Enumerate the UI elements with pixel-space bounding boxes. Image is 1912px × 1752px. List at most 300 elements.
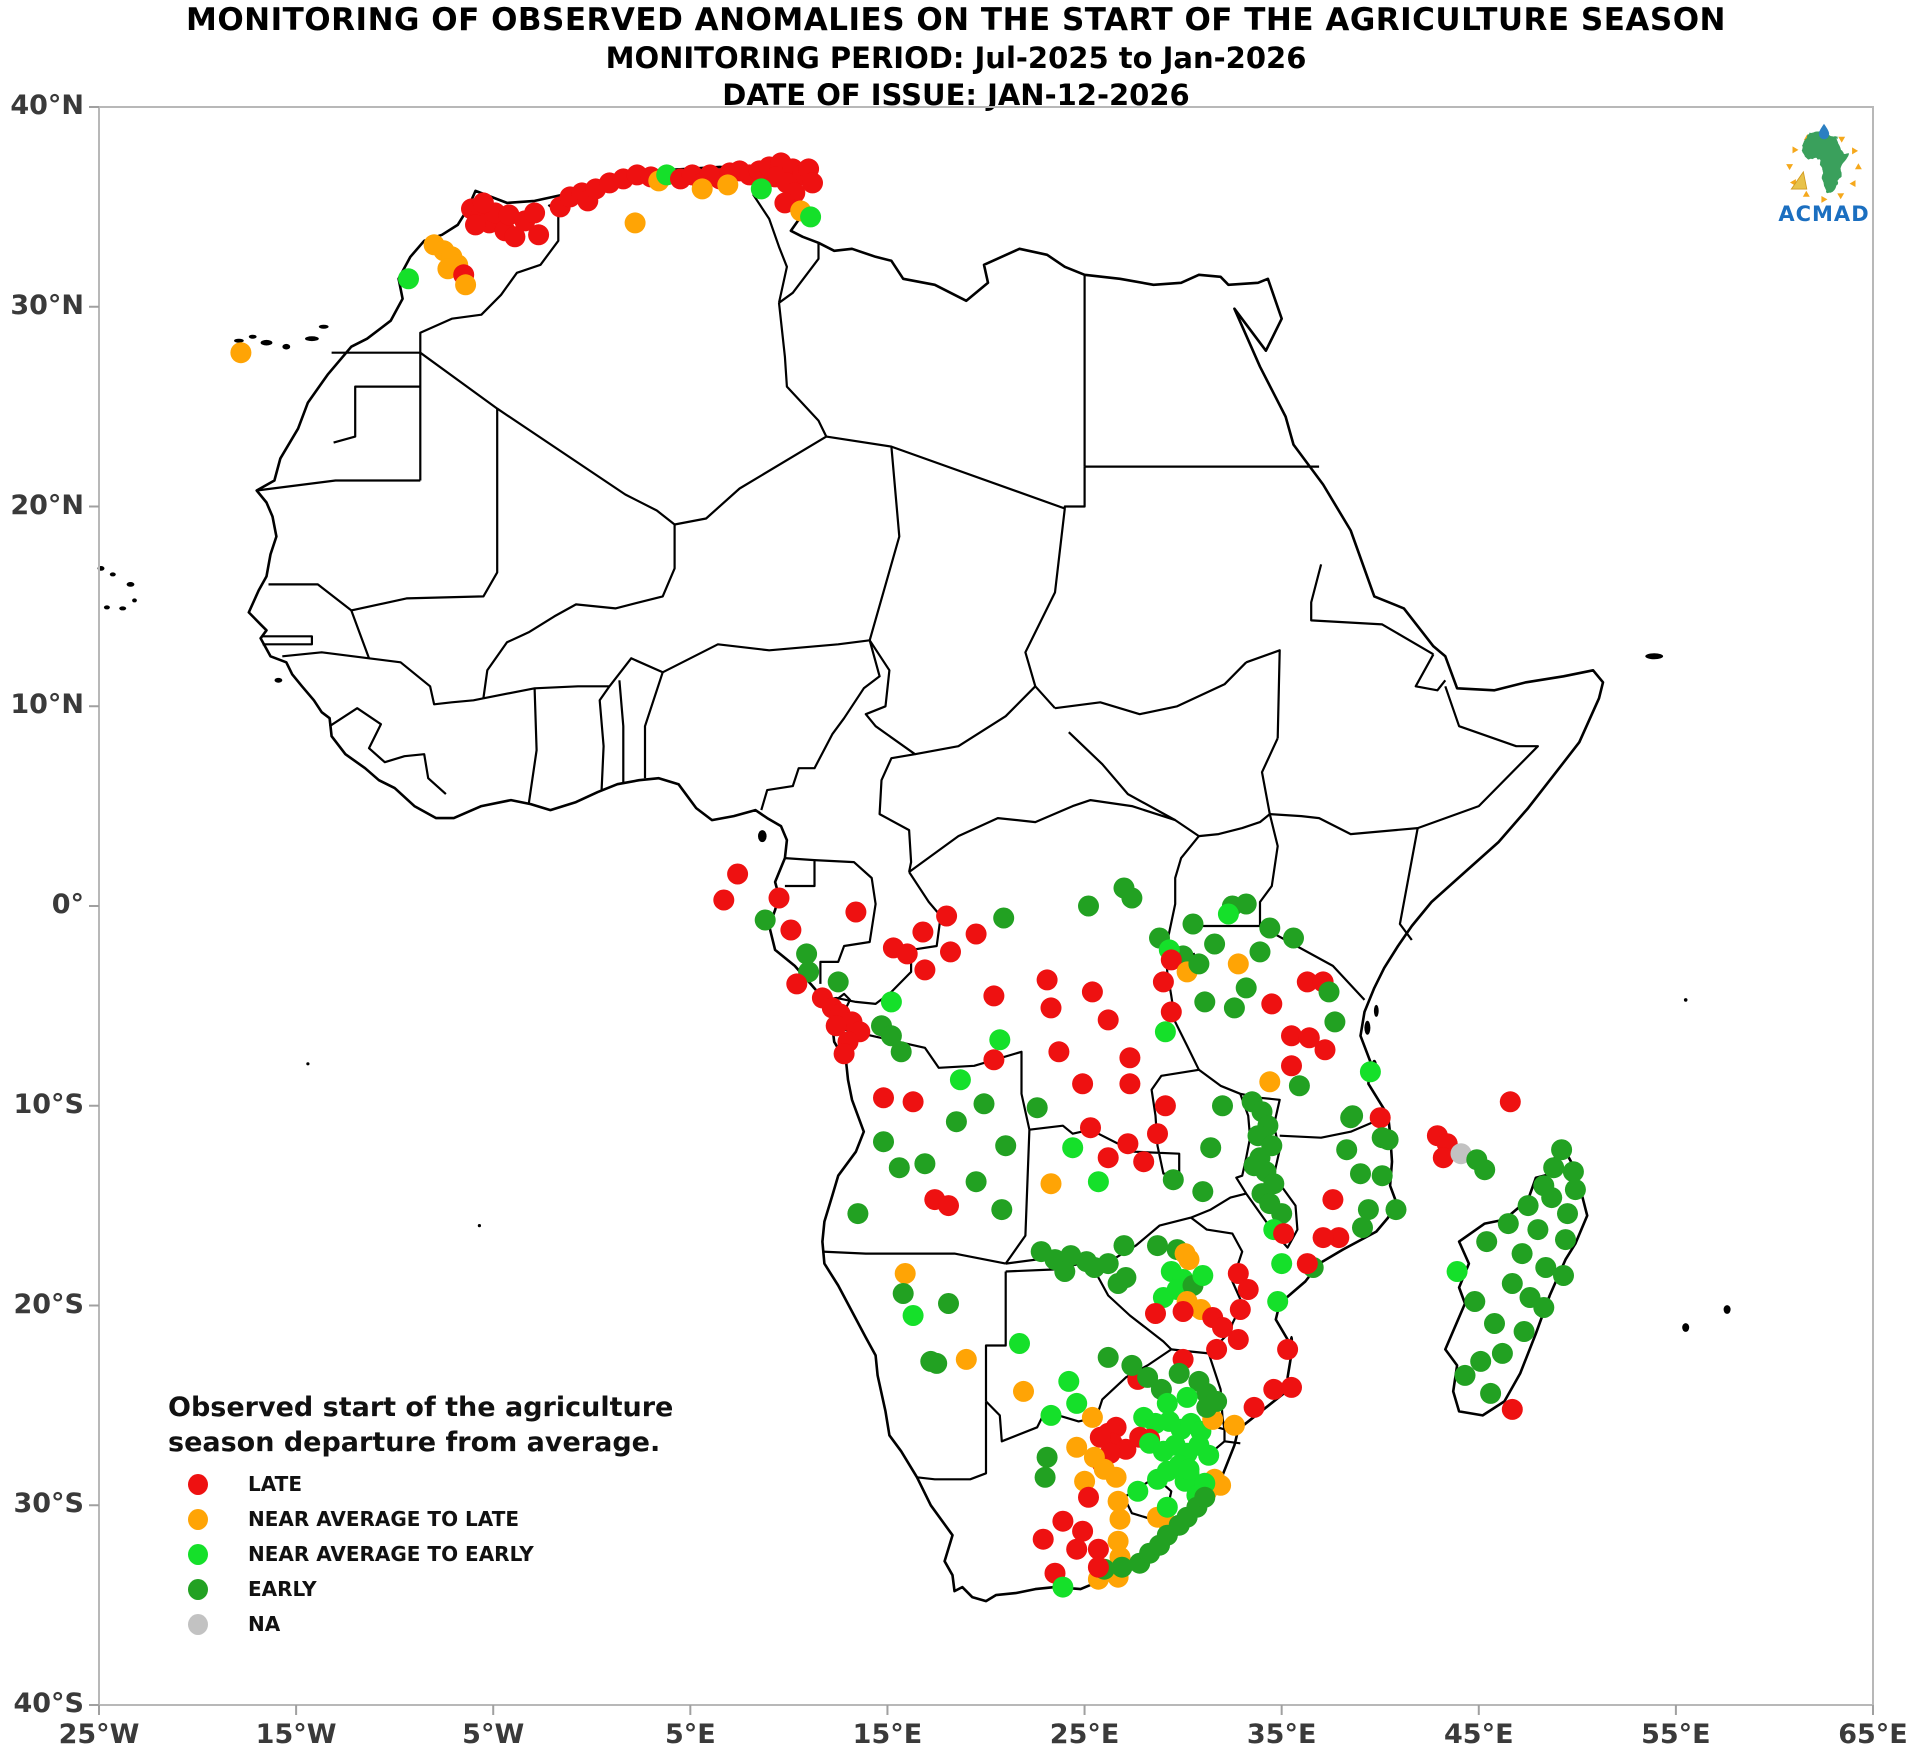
station-dot-l xyxy=(1161,1001,1182,1022)
station-dot-l xyxy=(1281,1055,1302,1076)
y-axis-tick-label: 40°N xyxy=(10,90,84,121)
station-dot-e xyxy=(1183,914,1204,935)
island-shape xyxy=(275,678,283,683)
station-dot-l xyxy=(940,941,961,962)
station-dot-e xyxy=(796,943,817,964)
station-dot-ae xyxy=(1066,1393,1087,1414)
station-dot-l xyxy=(1230,1299,1251,1320)
station-dot-l xyxy=(1261,993,1282,1014)
station-dot-ae xyxy=(1041,1405,1062,1426)
station-dot-l xyxy=(1281,1377,1302,1398)
y-axis-tick-label: 30°N xyxy=(10,289,84,321)
station-dot-ae xyxy=(881,991,902,1012)
station-dot-ae xyxy=(1155,1021,1176,1042)
station-dot-e xyxy=(1557,1203,1578,1224)
station-dot-e xyxy=(1035,1467,1056,1488)
legend-item-label: NEAR AVERAGE TO LATE xyxy=(248,1507,520,1531)
station-dot-l xyxy=(1098,1147,1119,1168)
early-swatch-icon xyxy=(188,1579,208,1600)
station-dot-e xyxy=(828,971,849,992)
station-dot-e xyxy=(1147,1235,1168,1256)
country-border xyxy=(645,672,663,778)
island-shape xyxy=(132,598,137,602)
chart-title-block xyxy=(0,2,1912,112)
station-dot-e xyxy=(1342,1105,1363,1126)
island-shape xyxy=(282,344,290,350)
legend-item-early xyxy=(168,1578,673,1600)
island-shape xyxy=(234,339,244,343)
island-shape xyxy=(110,572,116,576)
station-dot-e xyxy=(966,1171,987,1192)
station-dot-ae xyxy=(1179,1459,1200,1480)
station-dot-al xyxy=(1179,1249,1200,1270)
station-dot-ae xyxy=(989,1029,1010,1050)
station-dot-e xyxy=(1484,1313,1505,1334)
station-dot-al xyxy=(625,212,646,233)
legend-item-label: NA xyxy=(248,1612,281,1636)
y-axis-tick-label: 20°S xyxy=(13,1288,84,1320)
country-border xyxy=(909,800,1199,872)
country-border xyxy=(269,584,352,610)
island-shape xyxy=(1724,1305,1731,1314)
station-dot-e xyxy=(1289,1075,1310,1096)
legend-item-label: LATE xyxy=(248,1472,302,1496)
station-dot-l xyxy=(1088,1557,1109,1578)
x-axis-tick-label: 15°E xyxy=(852,1719,923,1750)
station-dot-ae xyxy=(1127,1481,1148,1502)
island-shape xyxy=(1374,1005,1379,1017)
station-dot-e xyxy=(1512,1243,1533,1264)
country-border xyxy=(663,640,870,672)
chart-subtitle-period: MONITORING PERIOD: Jul-2025 to Jan-2026 xyxy=(605,41,1307,75)
country-border xyxy=(986,1272,1006,1402)
island-shape xyxy=(319,325,329,329)
country-border xyxy=(1055,662,1246,714)
station-dot-l xyxy=(1263,1379,1284,1400)
country-border xyxy=(1065,467,1085,509)
country-border xyxy=(369,658,483,704)
station-dot-l xyxy=(1238,1279,1259,1300)
station-dot-l xyxy=(873,1087,894,1108)
station-dot-e xyxy=(946,1111,967,1132)
station-dot-e xyxy=(1352,1217,1373,1238)
near-average-to-early-swatch-icon xyxy=(188,1544,208,1565)
station-dot-l xyxy=(1370,1107,1391,1128)
country-border xyxy=(822,1252,1005,1264)
station-dot-e xyxy=(1480,1383,1501,1404)
x-axis-tick-label: 15°W xyxy=(255,1719,337,1750)
station-dot-e xyxy=(995,1135,1016,1156)
station-dot-l xyxy=(1147,1123,1168,1144)
x-axis-tick-label: 5°E xyxy=(664,1719,716,1750)
station-dot-e xyxy=(1372,1165,1393,1186)
country-border xyxy=(779,303,826,437)
station-dot-e xyxy=(1194,1487,1215,1508)
country-border xyxy=(529,688,537,804)
country-border xyxy=(263,636,312,644)
station-dot-l xyxy=(936,906,957,927)
station-dot-l xyxy=(1041,997,1062,1018)
x-axis-tick-label: 25°E xyxy=(1049,1719,1120,1750)
station-dot-l xyxy=(1153,971,1174,992)
country-border xyxy=(619,680,623,782)
station-dot-l xyxy=(1082,981,1103,1002)
legend xyxy=(168,1390,673,1635)
station-dot-l xyxy=(780,920,801,941)
island-shape xyxy=(104,605,110,609)
station-dot-l xyxy=(1277,1339,1298,1360)
station-dot-al xyxy=(1082,1407,1103,1428)
late-swatch-icon xyxy=(188,1474,208,1495)
x-axis-tick-label: 5°W xyxy=(462,1719,525,1750)
station-dot-e xyxy=(755,910,776,931)
country-border xyxy=(917,1401,986,1479)
station-dot-l xyxy=(713,890,734,911)
station-dot-ae xyxy=(1447,1261,1468,1282)
station-dot-l xyxy=(1117,1133,1138,1154)
station-dot-e xyxy=(1259,918,1280,939)
country-border xyxy=(826,437,1065,509)
country-border xyxy=(334,387,421,443)
y-axis-tick-label: 10°S xyxy=(13,1088,84,1120)
country-border xyxy=(915,686,1035,754)
station-dot-e xyxy=(1336,1139,1357,1160)
station-dot-ae xyxy=(1062,1137,1083,1158)
country-border xyxy=(1262,738,1278,814)
country-border xyxy=(866,640,915,872)
sun-ray-icon xyxy=(1849,146,1858,155)
country-border xyxy=(1199,814,1270,836)
station-dot-al xyxy=(1110,1509,1131,1530)
station-dot-e xyxy=(1386,1199,1407,1220)
sun-ray-icon xyxy=(1837,190,1846,199)
station-dot-l xyxy=(1080,1117,1101,1138)
station-dot-e xyxy=(873,1131,894,1152)
x-axis-tick-label: 65°E xyxy=(1838,1719,1908,1750)
station-dot-l xyxy=(1048,1041,1069,1062)
island-shape xyxy=(261,340,273,346)
station-dot-e xyxy=(1502,1273,1523,1294)
station-dot-e xyxy=(1078,896,1099,917)
station-dot-al xyxy=(1108,1491,1129,1512)
station-dot-ae xyxy=(1088,1171,1109,1192)
station-dot-e xyxy=(847,1203,868,1224)
station-dot-l xyxy=(1206,1339,1227,1360)
station-dot-e xyxy=(891,1041,912,1062)
island-shape xyxy=(758,830,767,842)
station-dot-al xyxy=(717,174,738,195)
station-dot-ae xyxy=(1177,1387,1198,1408)
country-border xyxy=(870,447,900,641)
station-dot-l xyxy=(1313,1227,1334,1248)
island-shape xyxy=(306,1062,309,1065)
station-dot-l xyxy=(1072,1521,1093,1542)
station-dot-ae xyxy=(1218,904,1239,925)
station-dot-e xyxy=(1194,991,1215,1012)
country-border xyxy=(420,353,826,525)
station-dot-e xyxy=(1200,1137,1221,1158)
island-shape xyxy=(1645,653,1663,659)
station-dot-l xyxy=(1145,1303,1166,1324)
station-dot-e xyxy=(1350,1163,1371,1184)
station-dot-e xyxy=(1108,1273,1129,1294)
station-dot-e xyxy=(991,1199,1012,1220)
island-shape xyxy=(119,606,126,610)
station-dot-al xyxy=(1013,1381,1034,1402)
station-dot-l xyxy=(727,864,748,885)
station-dot-l xyxy=(1299,1027,1320,1048)
station-dot-e xyxy=(1054,1261,1075,1282)
station-dot-e xyxy=(1324,1011,1345,1032)
station-dot-l xyxy=(465,214,486,235)
station-dot-e xyxy=(1169,1363,1190,1384)
station-dot-ae xyxy=(1052,1577,1073,1598)
chart-subtitle-issue-date: DATE OF ISSUE: JAN-12-2026 xyxy=(722,78,1190,112)
country-border xyxy=(1246,650,1280,738)
station-dot-e xyxy=(1533,1297,1554,1318)
station-dot-e xyxy=(1372,1127,1393,1148)
y-axis-tick-label: 20°N xyxy=(10,489,84,521)
sun-ray-icon xyxy=(1786,164,1793,170)
country-border xyxy=(815,860,876,984)
y-axis-tick-label: 30°S xyxy=(13,1488,84,1520)
station-dot-e xyxy=(1112,1557,1133,1578)
acmad-logo xyxy=(1778,122,1870,234)
station-dot-l xyxy=(845,902,866,923)
station-dot-e xyxy=(1188,953,1209,974)
legend-item-near-average-to-late xyxy=(168,1508,673,1530)
station-dot-l xyxy=(1502,1399,1523,1420)
station-dot-e xyxy=(1212,1095,1233,1116)
station-dot-l xyxy=(1078,1487,1099,1508)
station-dot-e xyxy=(1121,888,1142,909)
station-dot-l xyxy=(1119,1073,1140,1094)
near-average-to-late-swatch-icon xyxy=(188,1509,208,1530)
station-dot-e xyxy=(889,1157,910,1178)
station-dot-l xyxy=(1155,1095,1176,1116)
acmad-logo-text: ACMAD xyxy=(1778,202,1870,226)
island-shape xyxy=(305,336,319,341)
country-border xyxy=(1225,1441,1241,1443)
island-shape xyxy=(1684,998,1688,1002)
station-dot-al xyxy=(895,1263,916,1284)
station-dot-e xyxy=(1518,1195,1539,1216)
station-dot-l xyxy=(1119,1047,1140,1068)
country-border xyxy=(282,610,369,658)
station-dot-al xyxy=(1228,953,1249,974)
station-dot-e xyxy=(1283,928,1304,949)
station-dot-l xyxy=(1052,1511,1073,1532)
country-border xyxy=(257,481,421,491)
country-border xyxy=(1260,814,1278,926)
station-dot-al xyxy=(1041,1173,1062,1194)
country-border xyxy=(1416,654,1446,690)
station-dot-e xyxy=(914,1153,935,1174)
country-border xyxy=(1270,814,1418,834)
station-dot-l xyxy=(1072,1073,1093,1094)
station-dot-e xyxy=(1037,1447,1058,1468)
station-dot-l xyxy=(897,943,918,964)
station-dot-e xyxy=(1192,1181,1213,1202)
island-shape xyxy=(127,582,135,587)
station-dot-e xyxy=(1236,977,1257,998)
station-dot-l xyxy=(1273,1223,1294,1244)
station-dot-ae xyxy=(800,206,821,227)
station-dot-e xyxy=(974,1093,995,1114)
station-dot-l xyxy=(914,959,935,980)
station-dot-al xyxy=(956,1349,977,1370)
station-dot-l xyxy=(1500,1091,1521,1112)
legend-title-line-2: season departure from average. xyxy=(168,1427,661,1458)
x-axis-tick-label: 25°W xyxy=(58,1719,140,1750)
station-dot-l xyxy=(1037,969,1058,990)
station-dot-e xyxy=(1098,1347,1119,1368)
station-dot-e xyxy=(926,1353,947,1374)
station-dot-e xyxy=(1204,934,1225,955)
country-border xyxy=(761,640,879,810)
station-dot-e xyxy=(1492,1343,1513,1364)
station-dot-l xyxy=(1088,1539,1109,1560)
station-dot-l xyxy=(983,985,1004,1006)
country-border xyxy=(1069,732,1175,820)
station-dot-e xyxy=(1551,1139,1572,1160)
sun-ray-icon xyxy=(1790,146,1799,155)
station-dot-e xyxy=(938,1293,959,1314)
y-axis-tick-label: 10°N xyxy=(10,689,84,721)
station-dot-e xyxy=(1464,1291,1485,1312)
island-shape xyxy=(1682,1323,1689,1332)
station-dot-ae xyxy=(1157,1497,1178,1518)
station-dot-e xyxy=(1455,1365,1476,1386)
country-border xyxy=(600,686,610,790)
station-dot-l xyxy=(966,924,987,945)
station-dot-e xyxy=(1098,1253,1119,1274)
legend-item-late xyxy=(168,1473,673,1495)
station-dot-l xyxy=(528,224,549,245)
station-dot-e xyxy=(1236,894,1257,915)
station-dot-ae xyxy=(1009,1333,1030,1354)
island-shape xyxy=(1364,1021,1370,1035)
station-dot-al xyxy=(1224,1415,1245,1436)
station-dot-e xyxy=(1163,1169,1184,1190)
station-dot-l xyxy=(473,192,494,213)
sun-ray-icon xyxy=(1850,178,1859,187)
island-shape xyxy=(478,1224,481,1227)
station-dot-l xyxy=(1228,1329,1249,1350)
sun-ray-icon xyxy=(1803,191,1812,200)
station-dot-e xyxy=(993,908,1014,929)
station-dot-l xyxy=(1297,1253,1318,1274)
x-axis-tick-label: 45°E xyxy=(1444,1719,1514,1750)
station-dot-l xyxy=(1066,1539,1087,1560)
na-swatch-icon xyxy=(188,1614,208,1635)
station-dot-e xyxy=(1027,1097,1048,1118)
country-border xyxy=(330,708,446,794)
station-dot-e xyxy=(1527,1219,1548,1240)
y-axis-tick-label: 0° xyxy=(51,889,84,920)
legend-item-na xyxy=(168,1613,673,1635)
station-dot-ae xyxy=(398,268,419,289)
station-dot-al xyxy=(1106,1467,1127,1488)
station-dot-l xyxy=(938,1195,959,1216)
sun-ray-icon xyxy=(1837,134,1846,143)
station-dot-l xyxy=(1433,1147,1454,1168)
station-dot-al xyxy=(1259,1071,1280,1092)
station-dot-al xyxy=(230,342,251,363)
station-dot-ae xyxy=(950,1069,971,1090)
water-drop-icon xyxy=(1819,124,1829,139)
station-dot-ae xyxy=(751,178,772,199)
x-axis-tick-label: 35°E xyxy=(1246,1719,1317,1750)
station-dot-e xyxy=(1553,1265,1574,1286)
station-dot-l xyxy=(1133,1151,1154,1172)
station-dot-l xyxy=(1281,1025,1302,1046)
station-dot-e xyxy=(1563,1161,1584,1182)
country-border xyxy=(483,686,609,698)
country-border xyxy=(785,858,815,886)
station-dot-e xyxy=(1244,1155,1265,1176)
station-dot-l xyxy=(983,1049,1004,1070)
country-border xyxy=(610,658,663,686)
station-dot-e xyxy=(1470,1351,1491,1372)
legend-item-near-average-to-early xyxy=(168,1543,673,1565)
station-dot-l xyxy=(786,973,807,994)
station-dot-l xyxy=(1173,1301,1194,1322)
x-axis-tick-label: 55°E xyxy=(1641,1719,1711,1750)
station-dot-ae xyxy=(903,1305,924,1326)
station-dot-l xyxy=(769,888,790,909)
station-dot-e xyxy=(1250,941,1271,962)
country-border xyxy=(351,409,497,611)
legend-item-label: NEAR AVERAGE TO EARLY xyxy=(248,1542,534,1566)
country-border xyxy=(1311,564,1433,654)
station-dot-ae xyxy=(1157,1393,1178,1414)
station-dot-e xyxy=(1224,997,1245,1018)
station-dot-l xyxy=(802,172,823,193)
station-dot-e xyxy=(1206,1391,1227,1412)
station-dot-al xyxy=(455,274,476,295)
station-dot-al xyxy=(692,178,713,199)
station-dot-l xyxy=(524,202,545,223)
station-dot-l xyxy=(1033,1529,1054,1550)
station-dot-l xyxy=(834,1043,855,1064)
country-border xyxy=(1418,686,1538,828)
station-dot-e xyxy=(1541,1187,1562,1208)
station-dot-e xyxy=(1555,1229,1576,1250)
station-dot-e xyxy=(1543,1157,1564,1178)
station-dot-l xyxy=(1098,1009,1119,1030)
station-dot-e xyxy=(1474,1159,1495,1180)
station-dot-ae xyxy=(1192,1265,1213,1286)
station-dot-ae xyxy=(1058,1371,1079,1392)
station-dot-e xyxy=(1319,981,1340,1002)
station-dot-e xyxy=(1358,1199,1379,1220)
y-axis-tick-label: 40°S xyxy=(13,1688,84,1719)
country-border xyxy=(483,525,674,699)
chart-title: MONITORING OF OBSERVED ANOMALIES ON THE START OF THE AGRICULTURE SEASON xyxy=(185,2,1726,38)
station-dot-ae xyxy=(1267,1291,1288,1312)
station-dot-al xyxy=(1066,1437,1087,1458)
station-dot-l xyxy=(903,1091,924,1112)
station-dot-e xyxy=(1498,1213,1519,1234)
station-dot-e xyxy=(1114,1235,1135,1256)
legend-item-label: EARLY xyxy=(248,1577,317,1601)
station-dot-l xyxy=(1322,1189,1343,1210)
station-dot-e xyxy=(1565,1179,1586,1200)
station-dot-l xyxy=(1244,1397,1265,1418)
station-dot-e xyxy=(893,1283,914,1304)
station-dot-e xyxy=(1514,1321,1535,1342)
